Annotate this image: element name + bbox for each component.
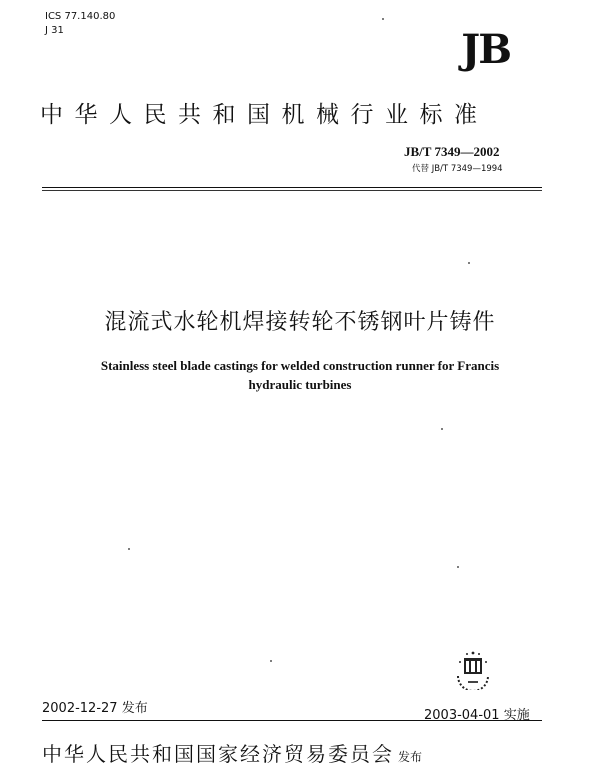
publisher (42, 738, 422, 767)
english-title-line-1: Stainless steel blade castings for welded construction runner for Francis (100, 358, 500, 373)
replaces-label: 代替 (412, 164, 430, 174)
issue-date-label: 发布 (121, 701, 148, 716)
implementation-date-label: 实施 (503, 708, 530, 723)
scan-speck (270, 660, 272, 662)
issue-date-value: 2002-12-27 (42, 701, 118, 716)
national-standard-emblem-icon (450, 648, 496, 690)
ics-code: ICS 77.140.80 (45, 11, 116, 22)
scan-speck (468, 262, 470, 264)
publisher-name: 中华人民共和国国家经济贸易委员会 (42, 742, 394, 766)
scan-speck (128, 548, 130, 550)
chinese-title: 混流式水轮机焊接转轮不锈钢叶片铸件 (104, 310, 496, 335)
jb-logo: JB (461, 26, 510, 73)
replaces-number: JB/T 7349—1994 (431, 164, 503, 174)
bottom-divider (42, 720, 542, 721)
scan-speck (457, 566, 459, 568)
implementation-date-value: 2003-04-01 (424, 708, 500, 723)
replaces-note (412, 162, 503, 174)
scan-speck (382, 18, 384, 20)
top-divider (42, 187, 542, 188)
industry-standard-title: 中华人民共和国机械行业标准 (40, 102, 489, 128)
classification-codes (45, 10, 115, 38)
english-title-line-2: hydraulic turbines (248, 377, 352, 392)
english-title (60, 356, 540, 394)
scan-speck (441, 428, 443, 430)
class-code: J 31 (45, 25, 64, 36)
top-divider-thin (42, 190, 542, 191)
publisher-verb: 发布 (398, 750, 423, 764)
standard-number: JB/T 7349—2002 (404, 144, 500, 159)
issue-date (42, 697, 148, 716)
